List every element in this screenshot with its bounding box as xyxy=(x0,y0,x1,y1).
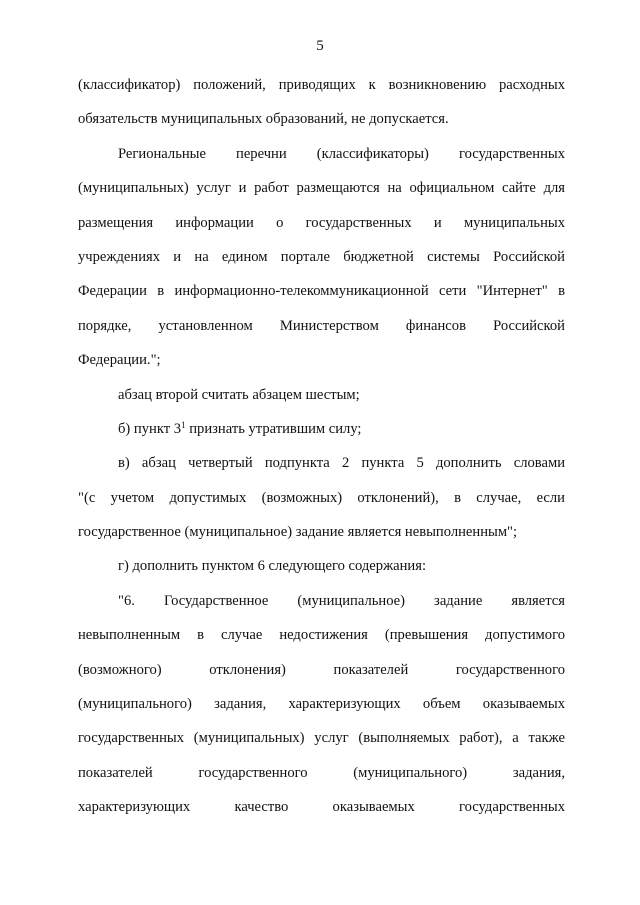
text-line-11-start: б) пункт 3 xyxy=(118,420,182,437)
text-line-2: обязательств муниципальных образований, не допускается. xyxy=(78,111,449,128)
text-line-16: "6. Государственное (муниципальное) задание является xyxy=(118,592,565,609)
text-line-1: (классификатор) положений, приводящих к возникновению расходных xyxy=(78,77,565,93)
text-line-13: "(с учетом допустимых (возможных) отклонений), в случае, если xyxy=(78,489,565,506)
text-line-19: (муниципального) задания, характеризующих объем оказываемых xyxy=(78,696,565,713)
text-line-11-end: признать утратившим силу; xyxy=(185,420,362,437)
text-line-8: порядке, установленном Министерством финансов Российской xyxy=(78,317,565,334)
text-line-22: характеризующих качество оказываемых государственных xyxy=(78,799,565,816)
text-line-6: учреждениях и на едином портале бюджетной системы Российской xyxy=(78,248,565,265)
text-line-10: абзац второй считать абзацем шестым; xyxy=(118,386,360,403)
text-line-14: государственное (муниципальное) задание является невыполненным"; xyxy=(78,524,518,541)
text-line-18: (возможного) отклонения) показателей государственного xyxy=(78,661,565,678)
text-line-3: Региональные перечни (классификаторы) государственных xyxy=(118,145,565,162)
text-line-7: Федерации в информационно-телекоммуникационной сети "Интернет" в xyxy=(78,283,565,300)
text-line-4: (муниципальных) услуг и работ размещаются на официальном сайте для xyxy=(78,180,565,197)
text-line-9: Федерации."; xyxy=(78,352,161,369)
text-line-12: в) абзац четвертый подпункта 2 пункта 5 дополнить словами xyxy=(118,455,565,472)
document-body xyxy=(78,68,565,825)
text-line-11 xyxy=(78,412,565,446)
text-line-17: невыполненным в случае недостижения (превышения допустимого xyxy=(78,627,565,644)
text-line-5: размещения информации о государственных и муниципальных xyxy=(78,214,565,231)
superscript-number: 1 xyxy=(181,419,186,430)
page-number: 5 xyxy=(316,38,324,54)
text-line-20: государственных (муниципальных) услуг (выполняемых работ), а также xyxy=(78,730,565,747)
text-line-15: г) дополнить пунктом 6 следующего содержания: xyxy=(118,558,427,575)
text-line-21: показателей государственного (муниципального) задания, xyxy=(78,764,565,781)
